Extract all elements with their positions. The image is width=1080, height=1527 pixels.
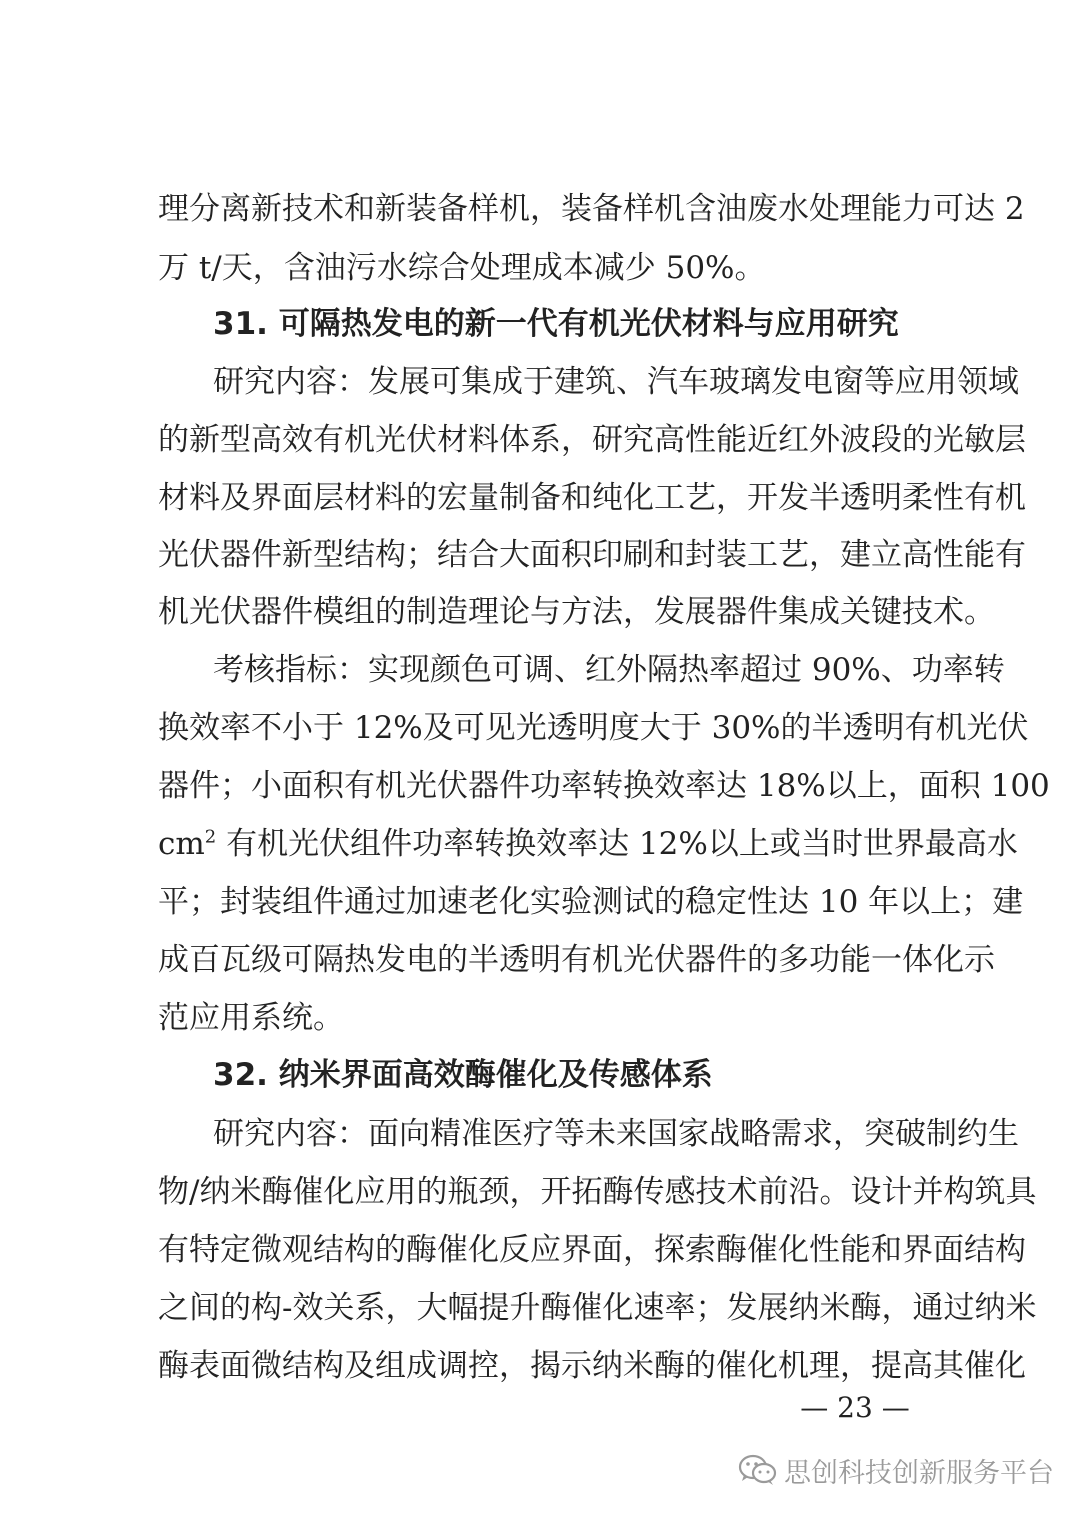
unit-superscript: 2 (204, 826, 217, 848)
metrics-line: 范应用系统。 (158, 1000, 344, 1036)
metrics-line-text: 有机光伏组件功率转换效率达 12%以上或当时世界最高水 (226, 826, 1018, 862)
research-content-line: 的新型高效有机光伏材料体系，研究高性能近红外波段的光敏层 (158, 422, 1026, 458)
body-line: 理分离新技术和新装备样机，装备样机含油废水处理能力可达 2 (158, 191, 1025, 227)
research-content-line: 酶表面微结构及组成调控，揭示纳米酶的催化机理，提高其催化 (158, 1348, 1026, 1384)
research-content-line: 机光伏器件模组的制造理论与方法，发展器件集成关键技术。 (158, 594, 995, 630)
body-line: 万 t/天，含油污水综合处理成本减少 50%。 (158, 250, 766, 286)
unit-cm: cm (158, 826, 205, 862)
research-content-line: 之间的构-效关系，大幅提升酶催化速率；发展纳米酶，通过纳米 (158, 1290, 1037, 1326)
research-content-line: 物/纳米酶催化应用的瓶颈，开拓酶传感技术前沿。设计并构筑具 (158, 1174, 1037, 1210)
research-content-line: 材料及界面层材料的宏量制备和纯化工艺，开发半透明柔性有机 (158, 480, 1026, 516)
metrics-line: 考核指标：实现颜色可调、红外隔热率超过 90%、功率转 (213, 652, 1005, 688)
research-content-line: 研究内容：面向精准医疗等未来国家战略需求，突破制约生 (213, 1116, 1019, 1152)
research-content-line: 有特定微观结构的酶催化反应界面，探索酶催化性能和界面结构 (158, 1232, 1026, 1268)
page-number: — 23 — (800, 1391, 910, 1424)
section-heading-31: 31. 可隔热发电的新一代有机光伏材料与应用研究 (213, 306, 899, 342)
wechat-icon (738, 1453, 778, 1487)
metrics-line (158, 822, 1018, 866)
watermark-text: 思创科技创新服务平台 (784, 1457, 1054, 1489)
section-heading-32: 32. 纳米界面高效酶催化及传感体系 (213, 1057, 713, 1093)
research-content-line: 光伏器件新型结构；结合大面积印刷和封装工艺，建立高性能有 (158, 537, 1026, 573)
metrics-line: 成百瓦级可隔热发电的半透明有机光伏器件的多功能一体化示 (158, 942, 995, 978)
watermark (738, 1448, 1054, 1492)
metrics-line: 平；封装组件通过加速老化实验测试的稳定性达 10 年以上；建 (158, 884, 1024, 920)
metrics-line: 器件；小面积有机光伏器件功率转换效率达 18%以上，面积 100 (158, 768, 1050, 804)
research-content-line: 研究内容：发展可集成于建筑、汽车玻璃发电窗等应用领域 (213, 364, 1019, 400)
metrics-line: 换效率不小于 12%及可见光透明度大于 30%的半透明有机光伏 (158, 710, 1029, 746)
